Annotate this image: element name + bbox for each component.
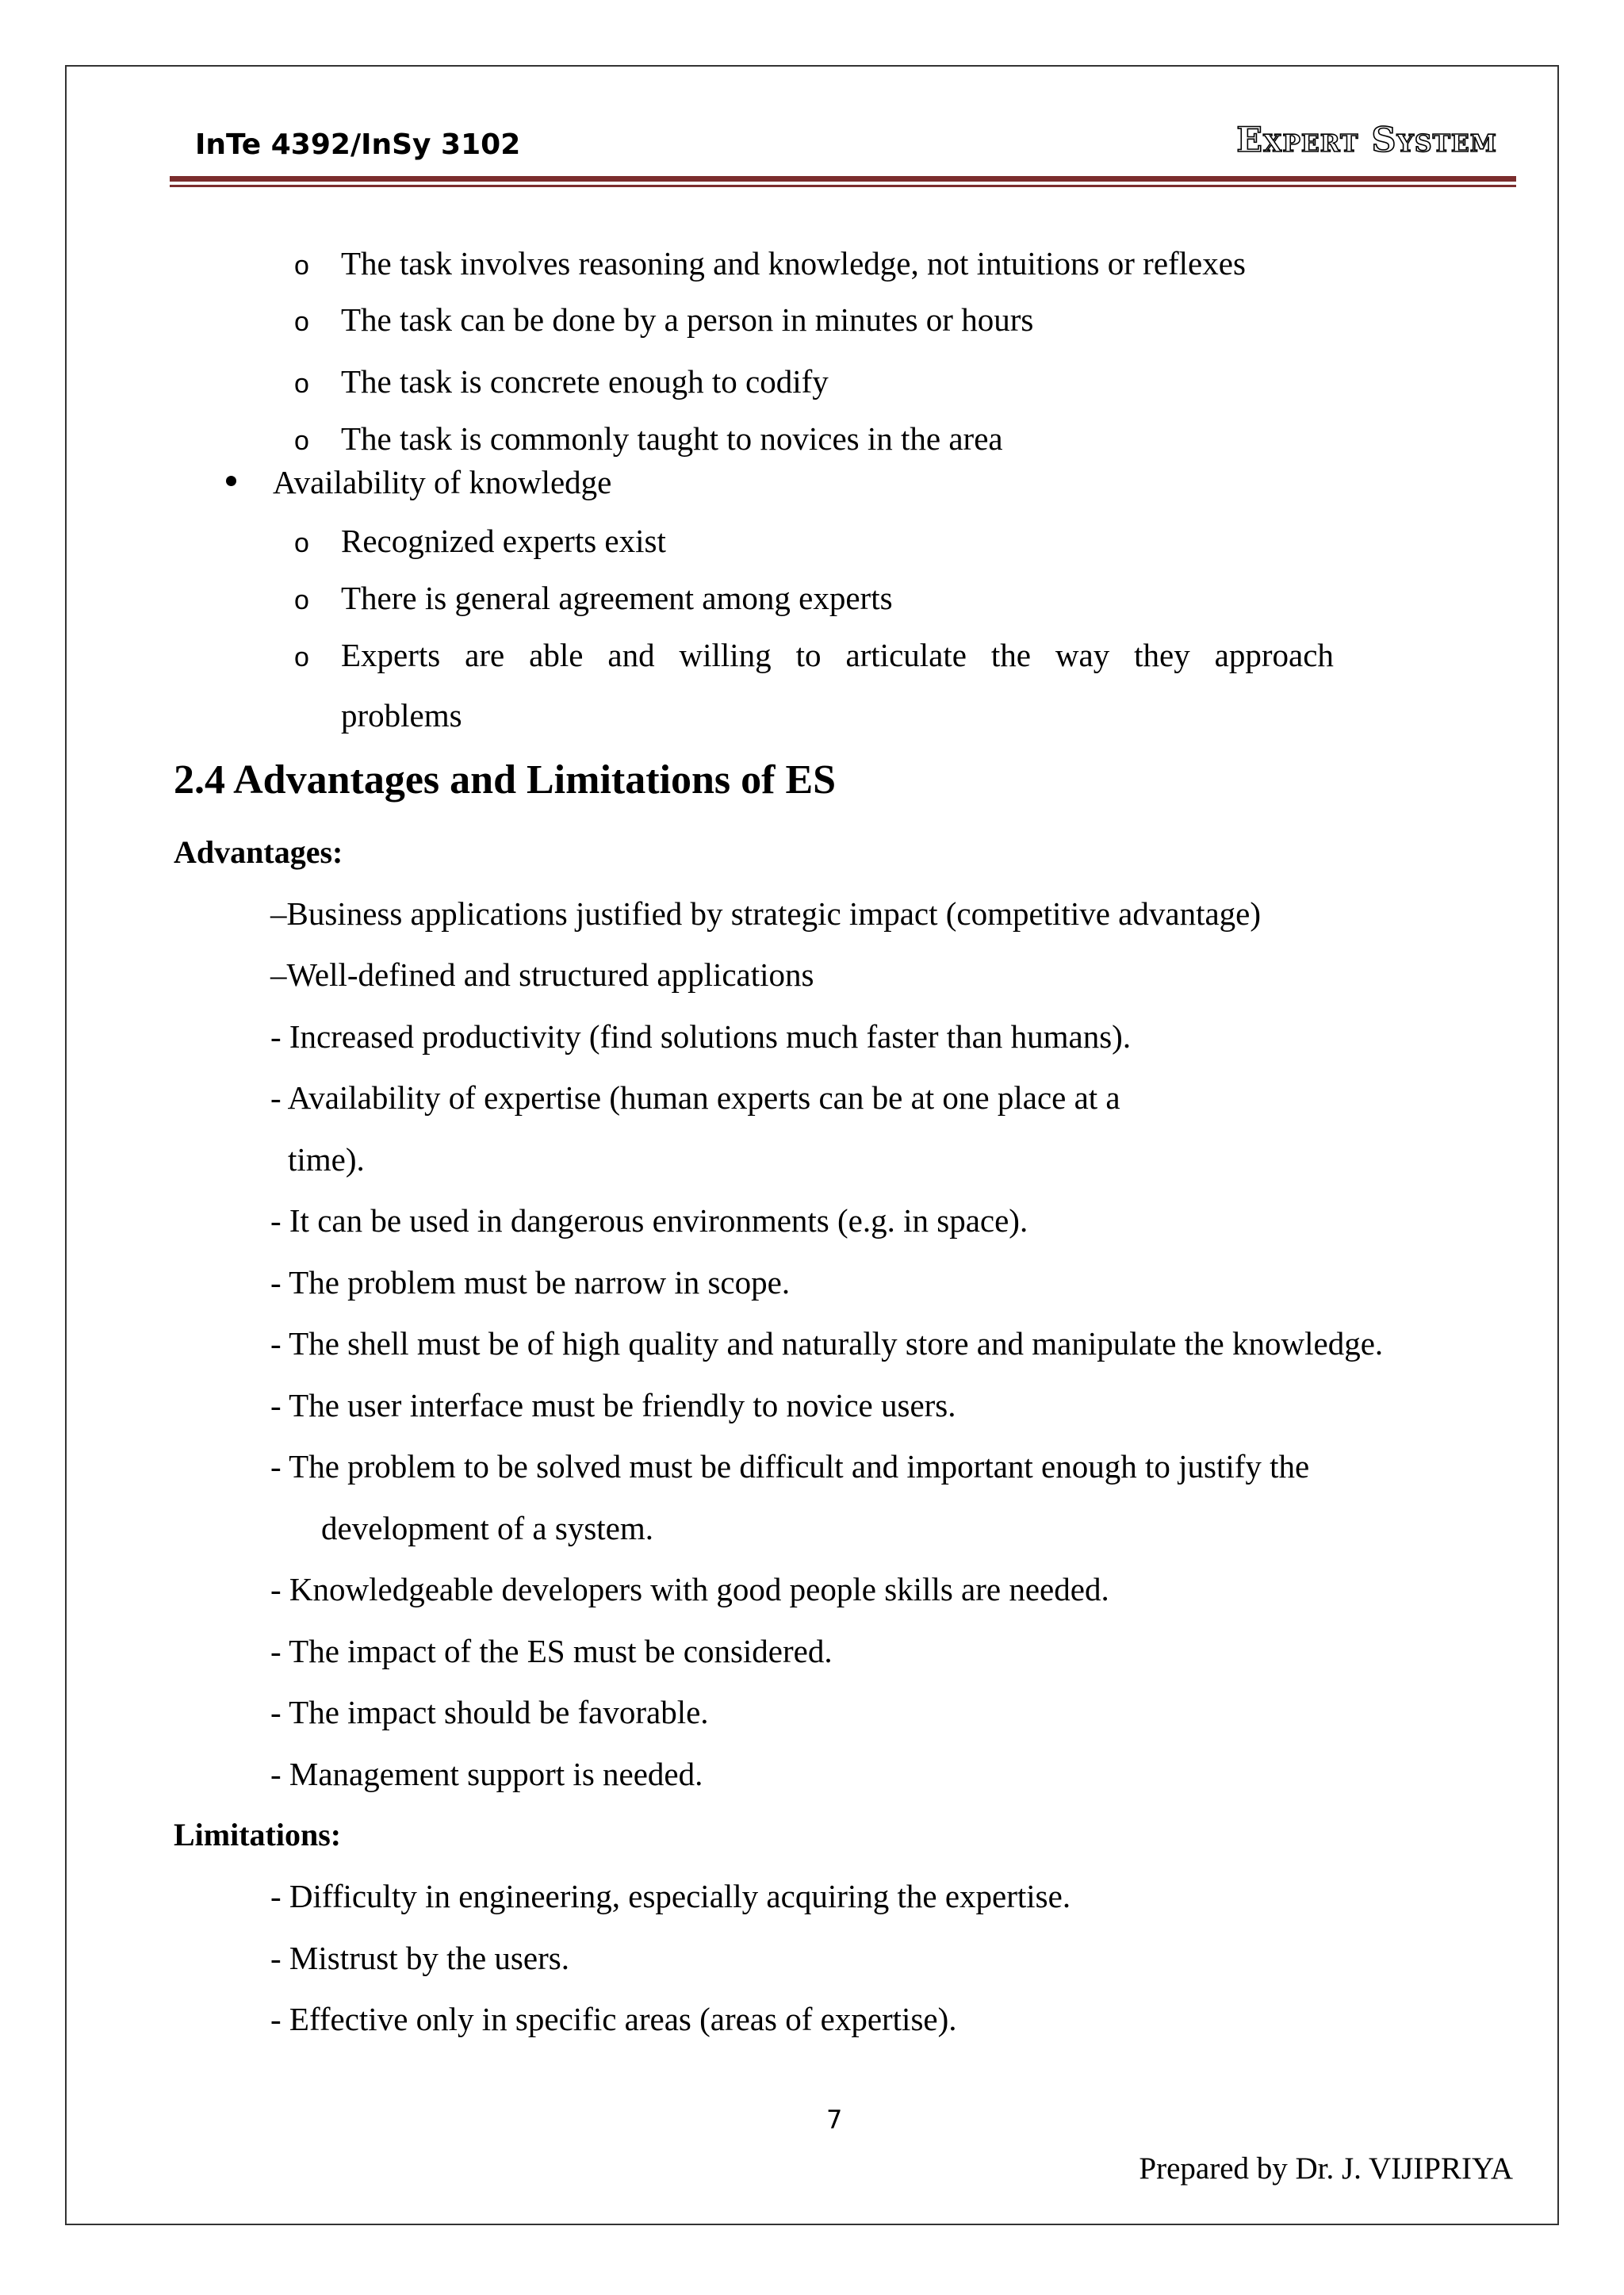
advantage-item: - The problem must be narrow in scope. [270,1264,791,1301]
availability-item: Recognized experts exist [341,523,666,559]
advantage-item: - The user interface must be friendly to novice users. [270,1387,956,1423]
sub-bullet-marker: o [294,528,309,558]
task-item: The task can be done by a person in minutes or hours [341,301,1034,338]
advantage-item-continuation: time). [288,1141,365,1178]
footer-credit: Prepared by Dr. J. VIJIPRIYA [1139,2151,1513,2186]
limitation-item: - Mistrust by the users. [270,1940,569,1976]
document-title: Expert System [1236,121,1497,160]
limitation-item: - Difficulty in engineering, especially acquiring the expertise. [270,1878,1071,1914]
sub-bullet-marker: o [294,251,309,281]
word: able [529,637,584,673]
header-rule-thick [170,176,1516,182]
advantage-item: –Business applications justified by strategic impact (competitive advantage) [270,895,1262,932]
advantages-label: Advantages: [174,834,343,870]
availability-item-justified [341,639,1334,672]
availability-item-continuation: problems [341,697,462,734]
word: way [1055,637,1110,673]
word: the [990,637,1031,673]
limitations-label: Limitations: [174,1817,342,1852]
advantage-item-continuation: development of a system. [321,1510,654,1546]
availability-label: Availability of knowledge [273,464,612,500]
advantage-item: - It can be used in dangerous environments (e.g. in space). [270,1202,1028,1239]
word: and [607,637,655,673]
word: Experts [341,637,441,673]
word: are [465,637,505,673]
advantage-item: - The shell must be of high quality and naturally store and manipulate the knowledge. [270,1325,1384,1362]
bullet-icon [226,476,236,486]
word: willing [679,637,772,673]
task-item: The task is concrete enough to codify [341,363,829,400]
advantage-item: –Well-defined and structured applications [270,956,814,993]
limitation-item: - Effective only in specific areas (areas of expertise). [270,2001,957,2037]
advantage-item: - The impact of the ES must be considered. [270,1633,833,1669]
advantage-item: - Availability of expertise (human experts can be at one place at a [270,1079,1120,1116]
word: they [1134,637,1190,673]
header-rule-thin [170,185,1516,187]
word: to [795,637,822,673]
course-code: InTe 4392/InSy 3102 [195,128,521,161]
advantage-item: - Management support is needed. [270,1756,703,1792]
advantage-item: - The problem to be solved must be difficult and important enough to justify the [270,1448,1310,1485]
word: approach [1214,637,1334,673]
word: articulate [845,637,967,673]
page-number: 7 [826,2105,843,2135]
sub-bullet-marker: o [294,585,309,615]
sub-bullet-marker: o [294,369,309,399]
task-item: The task is commonly taught to novices in the area [341,420,1003,457]
section-heading: 2.4 Advantages and Limitations of ES [174,757,837,803]
availability-item: There is general agreement among experts [341,580,893,616]
advantage-item: - Knowledgeable developers with good people skills are needed. [270,1571,1109,1607]
advantage-item: - The impact should be favorable. [270,1694,709,1730]
task-item: The task involves reasoning and knowledge, not intuitions or reflexes [341,245,1246,282]
advantage-item: - Increased productivity (find solutions much faster than humans). [270,1018,1132,1055]
sub-bullet-marker: o [294,307,309,337]
sub-bullet-marker: o [294,426,309,456]
sub-bullet-marker: o [294,642,309,672]
